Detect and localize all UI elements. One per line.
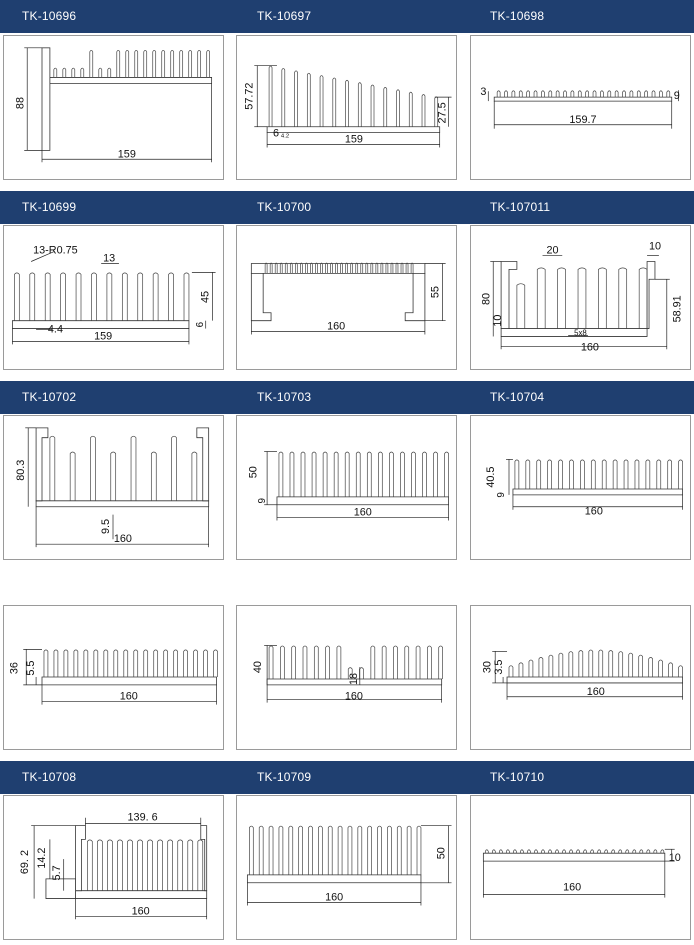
- heatsink-profile: [277, 452, 449, 505]
- drawing-row4-right: [470, 605, 691, 750]
- drawing-tk-10697: [236, 35, 457, 180]
- dim-height: 45: [199, 290, 212, 304]
- dim-height: 50: [247, 466, 260, 479]
- dim-top: 13: [103, 252, 116, 265]
- dim-width: 160: [113, 533, 132, 546]
- drawing-tk-10703: [236, 415, 457, 560]
- product-code: TK-107011: [490, 200, 551, 214]
- heatsink-profile: [494, 91, 672, 101]
- dim-height: 80: [480, 292, 493, 306]
- heatsink-profile: [42, 48, 212, 151]
- dim-width: 159.7: [569, 113, 597, 126]
- dim-base: 6: [194, 321, 206, 328]
- product-code: TK-10709: [257, 770, 312, 784]
- dimension-lines: [25, 428, 208, 547]
- dimension-lines: [12, 252, 215, 345]
- header-band-row-2: [0, 191, 694, 224]
- product-code: TK-10708: [22, 770, 77, 784]
- drawing-tk-10696: [3, 35, 224, 180]
- dim-left: 3: [480, 86, 487, 99]
- dim-width: 160: [325, 891, 344, 904]
- dim-base: 6: [273, 127, 280, 140]
- dim-base: 10: [492, 314, 505, 327]
- dim-width: 160: [353, 506, 372, 519]
- dim-top-1: 20: [546, 244, 559, 257]
- fins: [54, 50, 210, 77]
- drawing-tk-10702: [3, 415, 224, 560]
- drawing-tk-10700: [236, 225, 457, 370]
- dim-width: 160: [131, 905, 150, 918]
- product-code: TK-10696: [22, 9, 77, 23]
- dim-width: 160: [580, 341, 599, 354]
- product-code: TK-10698: [490, 9, 545, 23]
- heatsink-profile: [46, 826, 207, 899]
- header-band-row-5: [0, 761, 694, 794]
- dim-base: 5.5: [25, 660, 38, 676]
- dim-width: 159: [94, 330, 113, 343]
- dim-height: 69. 2: [19, 850, 32, 875]
- dim-width: 160: [586, 685, 605, 698]
- header-band-row-3: [0, 381, 694, 414]
- dim-height: 80.3: [15, 459, 28, 481]
- heatsink-profile: [42, 650, 218, 685]
- dim-gap: 9.5: [100, 518, 113, 534]
- dim-right: 9: [673, 90, 680, 103]
- dim-height: 40.5: [485, 466, 498, 488]
- heatsink-profile: [507, 650, 683, 683]
- dim-top-2: 10: [649, 240, 662, 253]
- drawing-tk-10699: [3, 225, 224, 370]
- dim-height: 30: [481, 661, 494, 674]
- dim-mid: 14.2: [35, 847, 48, 869]
- dim-right: 58.91: [671, 295, 684, 323]
- dim-slot: 18: [347, 672, 360, 686]
- dim-width: 159: [344, 133, 363, 146]
- dim-width: 160: [327, 320, 346, 333]
- heatsink-profile: [12, 273, 189, 329]
- product-code: TK-10704: [490, 390, 545, 404]
- dim-base: 3.5: [493, 659, 506, 675]
- heatsink-profile: [36, 428, 209, 507]
- header-band-row-1: [0, 0, 694, 33]
- heatsink-profile: [513, 460, 683, 495]
- heatsink-profile: [247, 826, 421, 883]
- drawing-tk-107011: [470, 225, 691, 370]
- dimension-lines: [24, 48, 211, 162]
- drawing-tk-10709: [236, 795, 457, 940]
- dim-height: 50: [435, 847, 448, 860]
- dim-side: 27.5: [436, 102, 449, 124]
- dim-low: 5.7: [50, 865, 63, 881]
- heatsink-profile: [483, 850, 664, 861]
- heatsink-profile: [251, 263, 425, 321]
- dimension-lines: [506, 459, 683, 509]
- product-code: TK-10702: [22, 390, 77, 404]
- dim-width: 160: [563, 881, 582, 894]
- dim-small: 4.2: [280, 133, 290, 140]
- dim-callout: 13-R0.75: [33, 244, 78, 257]
- drawing-row4-left: [3, 605, 224, 750]
- dim-base: 9: [257, 498, 269, 504]
- dim-width: 160: [344, 690, 363, 703]
- drawing-row4-middle: [236, 605, 457, 750]
- drawing-tk-10710: [470, 795, 691, 940]
- dim-slot: 5x8: [574, 328, 587, 338]
- dim-top: 139. 6: [127, 811, 158, 824]
- product-code: TK-10697: [257, 9, 312, 23]
- heatsink-profile: [501, 262, 655, 337]
- drawing-tk-10708: [3, 795, 224, 940]
- product-code: TK-10699: [22, 200, 77, 214]
- product-code: TK-10703: [257, 390, 312, 404]
- dim-height: 36: [8, 662, 21, 675]
- product-code: TK-10700: [257, 200, 312, 214]
- dim-width: 160: [584, 505, 603, 518]
- dim-height: 88: [14, 97, 27, 110]
- dim-height: 40: [252, 661, 265, 674]
- product-code: TK-10710: [490, 770, 545, 784]
- dim-height: 10: [668, 852, 681, 865]
- drawing-tk-10698: [470, 35, 691, 180]
- drawing-tk-10704: [470, 415, 691, 560]
- heatsink-profile: [267, 66, 440, 133]
- dim-width: 159: [117, 148, 136, 161]
- dim-height: 55: [429, 286, 442, 299]
- dim-height: 57.72: [243, 82, 256, 110]
- dim-width: 160: [119, 690, 138, 703]
- dim-gap: 4.4: [47, 323, 63, 336]
- dim-base: 9: [496, 492, 508, 498]
